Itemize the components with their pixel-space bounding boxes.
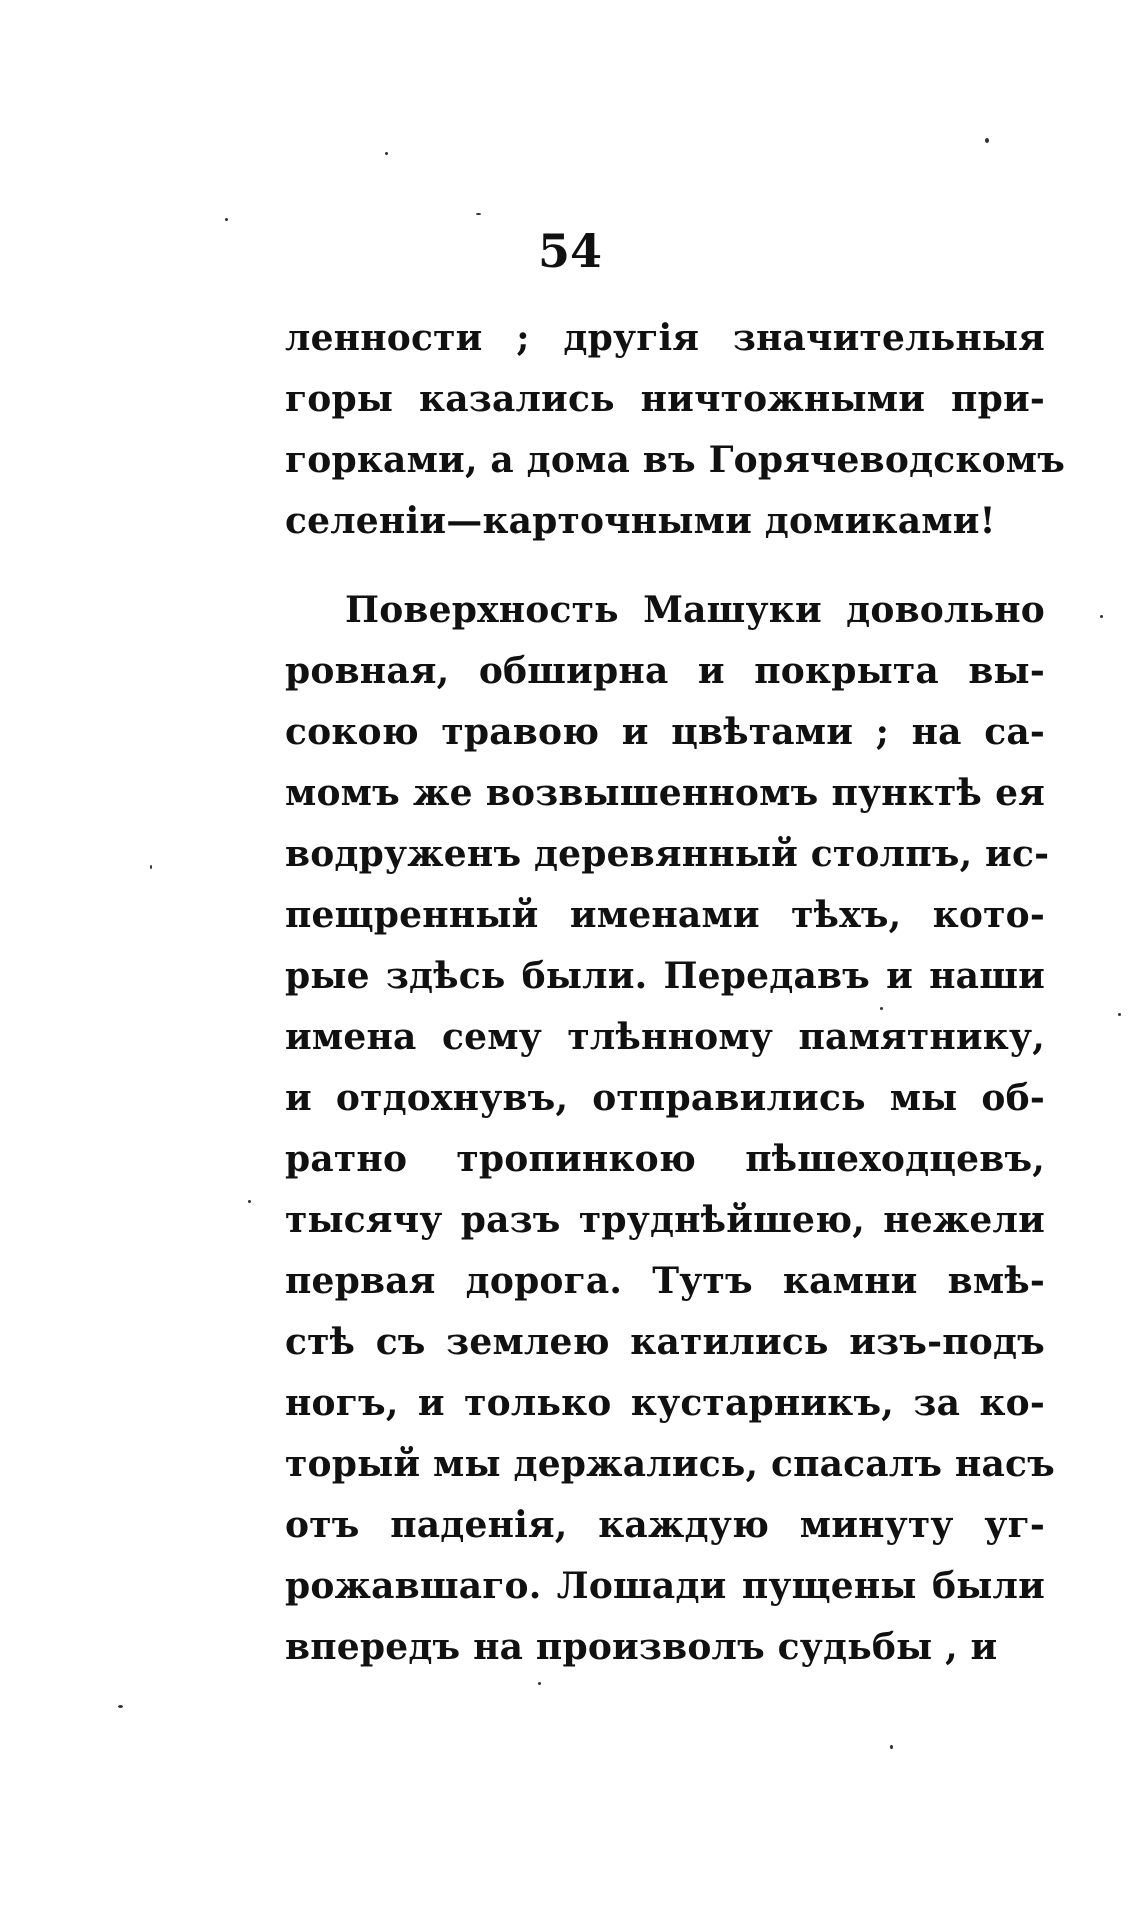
text-line: стѣ съ землею катились изъ-подъ	[285, 1321, 1045, 1363]
text-line: рые здѣсь были. Передавъ и наши	[285, 955, 1045, 997]
scan-speck	[385, 152, 388, 155]
text-line: впередъ на произволъ судьбы , и	[285, 1626, 998, 1668]
text-line: и отдохнувъ, отправились мы об-	[285, 1077, 1045, 1119]
scan-speck	[150, 865, 152, 869]
paragraph-2	[285, 580, 1055, 1678]
text-line: момъ же возвышенномъ пунктѣ ея	[285, 772, 1045, 814]
text-line: ратно тропинкою пѣшеходцевъ,	[285, 1138, 1045, 1180]
text-line: пещренный именами тѣхъ, кото-	[285, 894, 1045, 936]
scan-speck	[476, 213, 481, 215]
text-line: отъ паденія, каждую минуту уг-	[285, 1504, 1045, 1546]
paragraph-1	[285, 308, 1066, 552]
text-line: горками, а дома въ Горячеводскомъ	[285, 439, 1066, 481]
body-text	[285, 308, 1066, 1678]
scan-speck	[880, 1007, 883, 1010]
text-line: ленности ; другія значительныя	[285, 317, 1045, 359]
text-line: имена сему тлѣнному памятнику,	[285, 1016, 1045, 1058]
text-line: ровная, обширна и покрыта вы-	[285, 650, 1045, 692]
text-line: торый мы держались, спасалъ насъ	[285, 1443, 1055, 1485]
text-line: селеніи—карточными домиками!	[285, 500, 996, 542]
text-line: ногъ, и только кустарникъ, за ко-	[285, 1382, 1045, 1424]
scan-speck	[1100, 615, 1103, 618]
page-number: 54	[537, 224, 602, 278]
scan-speck	[248, 1200, 251, 1203]
scan-speck	[985, 138, 989, 143]
scan-speck	[890, 1745, 893, 1749]
text-line: Поверхность Машуки довольно	[345, 589, 1045, 631]
paragraph-gap	[285, 552, 1045, 580]
text-line: водруженъ деревянный столпъ, ис-	[285, 833, 1050, 875]
text-line: горы казались ничтожными при-	[285, 378, 1045, 420]
text-line: тысячу разъ труднѣйшею, нежели	[285, 1199, 1045, 1241]
text-line: первая дорога. Тутъ камни вмѣ-	[285, 1260, 1045, 1302]
text-line: рожавшаго. Лошади пущены были	[285, 1565, 1045, 1607]
text-line: сокою травою и цвѣтами ; на са-	[285, 711, 1045, 753]
scan-speck	[225, 218, 228, 221]
scan-speck	[118, 1705, 123, 1708]
scan-speck	[1118, 1013, 1121, 1016]
scan-speck	[538, 1682, 541, 1685]
